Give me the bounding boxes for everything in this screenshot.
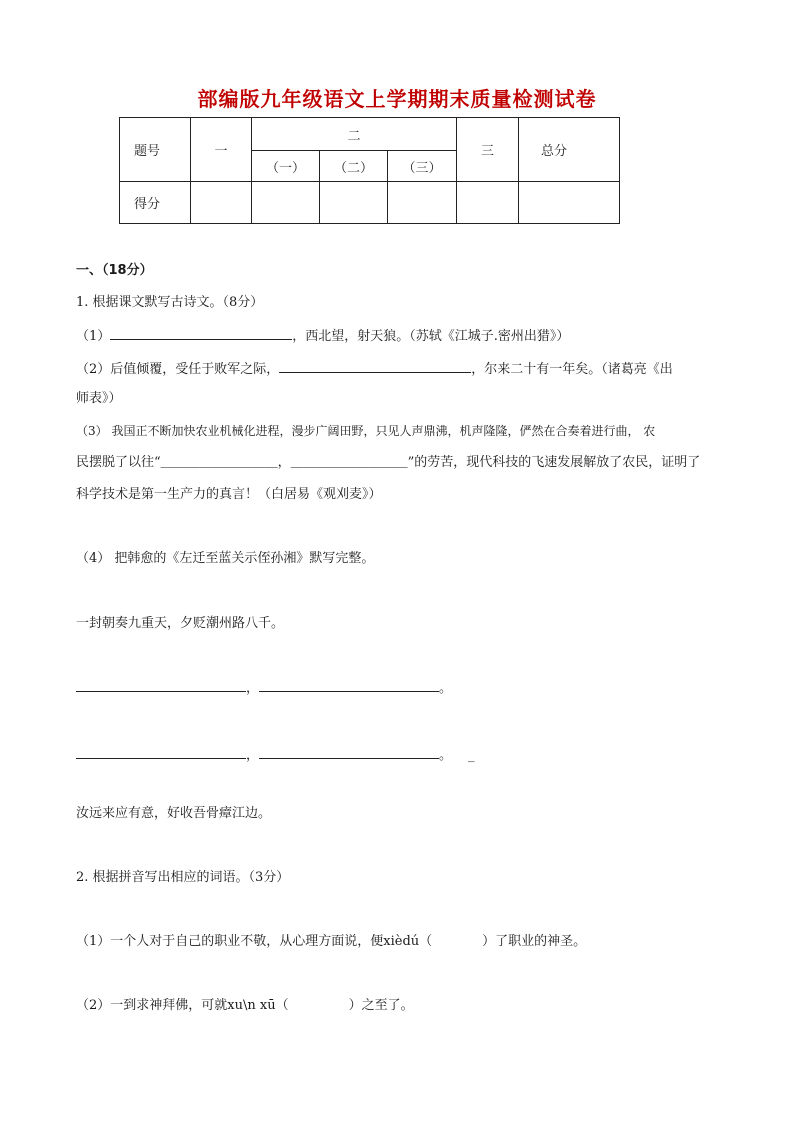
question-1-item-2 <box>76 358 673 380</box>
punctuation: ， <box>246 681 260 696</box>
score-input-cell[interactable] <box>457 182 519 224</box>
punctuation: ， <box>246 748 260 763</box>
score-input-cell[interactable] <box>191 182 252 224</box>
header-sub3-cell: （三） <box>388 151 457 182</box>
header-sub1-cell: （一） <box>252 151 320 182</box>
answer-blank[interactable] <box>110 325 292 340</box>
question-1-item-4-stem: （4） 把韩愈的《左迁至蓝关示侄孙湘》默写完整。 <box>76 551 375 566</box>
item-text: ）了职业的神圣。 <box>482 934 587 949</box>
item-number: （1） <box>76 329 111 344</box>
question-1-item-2-cont: 师表》） <box>76 391 122 406</box>
punctuation: 。 <box>439 681 453 696</box>
item-text: ）之至了。 <box>348 998 414 1013</box>
question-2-item-2 <box>76 996 414 1016</box>
score-table <box>119 117 620 224</box>
header-part3-cell: 三 <box>457 118 519 182</box>
question-1-stem: 1. 根据课文默写古诗文。（8分） <box>76 295 264 310</box>
poem-blank-line-2 <box>76 744 475 766</box>
answer-blank[interactable] <box>76 677 246 692</box>
answer-blank[interactable] <box>279 358 471 373</box>
answer-blank[interactable] <box>259 744 439 759</box>
poem-blank-line-1 <box>76 677 452 699</box>
answer-blank[interactable] <box>76 744 246 759</box>
header-part2-cell: 二 <box>252 118 457 151</box>
score-input-cell[interactable] <box>252 182 320 224</box>
score-input-cell[interactable] <box>519 182 620 224</box>
punctuation: 。 <box>439 748 453 763</box>
score-label-cell: 得分 <box>120 182 191 224</box>
answer-blank[interactable] <box>259 677 439 692</box>
item-text: （2）一到求神拜佛，可就xu\n xū（ <box>76 998 289 1013</box>
item-text: （2）后值倾覆，受任于败军之际， <box>76 362 280 377</box>
question-2-stem: 2. 根据拼音写出相应的词语。（3分） <box>76 870 290 885</box>
score-input-cell[interactable] <box>320 182 388 224</box>
page-title: 部编版九年级语文上学期期末质量检测试卷 <box>197 87 597 111</box>
question-1-item-1 <box>76 325 569 347</box>
question-1-item-3-line-3: 科学技术是第一生产力的真言！（白居易《观刈麦》） <box>76 487 382 502</box>
question-1-item-3-line-1: （3） 我国正不断加快农业机械化进程，漫步广阔田野，只见人声鼎沸，机声隆隆，俨然在合奏着进行曲， 农 <box>76 424 656 438</box>
header-sub2-cell: （二） <box>320 151 388 182</box>
section-heading: 一、（18分） <box>76 263 153 278</box>
item-text: （1）一个人对于自己的职业不敬，从心理方面说，便xièdú（ <box>76 934 433 949</box>
score-input-cell[interactable] <box>388 182 457 224</box>
header-part1-cell: 一 <box>191 118 252 182</box>
question-2-item-1 <box>76 932 586 952</box>
stray-mark: _ <box>468 748 475 763</box>
item-text: ，尔来二十有一年矣。（诸葛亮《出 <box>471 362 673 377</box>
poem-first-couplet: 一封朝奏九重天，夕贬潮州路八千。 <box>76 616 285 631</box>
question-1-item-3-line-2: 民摆脱了以往“＿＿＿＿＿＿＿＿＿，＿＿＿＿＿＿＿＿＿”的劳苦，现代科技的飞速发展解放了农民，证明了 <box>76 455 701 470</box>
poem-last-couplet: 汝远来应有意，好收吾骨瘴江边。 <box>76 806 272 821</box>
header-label-cell: 题号 <box>120 118 191 182</box>
header-total-cell: 总分 <box>519 118 620 182</box>
item-text: ，西北望，射天狼。（苏轼《江城子.密州出猎》） <box>292 329 570 344</box>
